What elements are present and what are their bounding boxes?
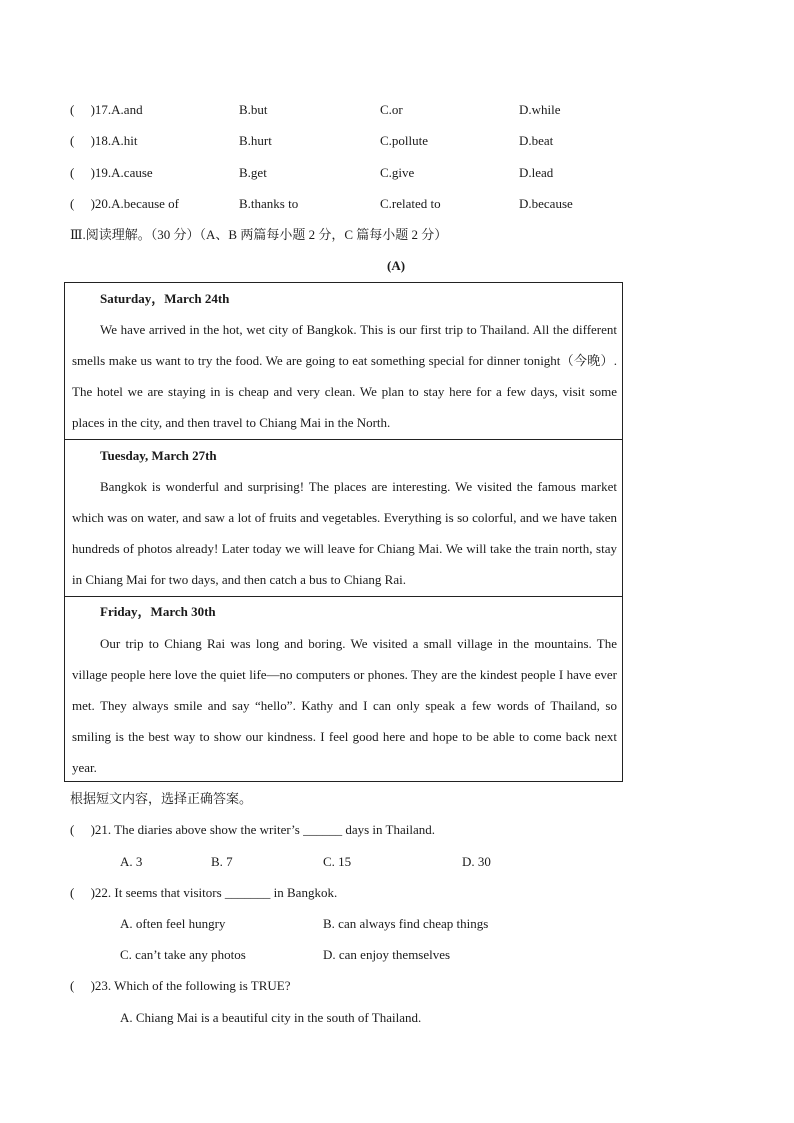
q21-option-a: A. 3 (120, 854, 143, 869)
question-23-stem: ( )23. Which of the following is TRUE? (70, 978, 291, 993)
q22-option-d: D. can enjoy themselves (323, 947, 451, 962)
diary-1-date: Saturday，March 24th (100, 291, 230, 306)
diary-2-date: Tuesday, March 27th (100, 448, 217, 463)
q22-option-a: A. often feel hungry (120, 916, 226, 931)
diary-3-date: Friday，March 30th (100, 604, 216, 619)
q18-option-b: B.hurt (239, 133, 272, 148)
q21-option-b: B. 7 (211, 854, 233, 869)
q17-stem: ( )17.A.and (70, 102, 143, 117)
q19-stem: ( )19.A.cause (70, 165, 153, 180)
q17-option-b: B.but (239, 102, 268, 117)
section-heading: Ⅲ.阅读理解。（30 分）（A、B 两篇每小题 2 分，C 篇每小题 2 分） (70, 227, 448, 242)
instruction: 根据短文内容，选择正确答案。 (70, 791, 253, 806)
question-17 (70, 102, 630, 118)
q18-option-d: D.beat (519, 133, 554, 148)
question-22-stem: ( )22. It seems that visitors _______ in Bangkok. (70, 885, 338, 900)
diary-2-text: Bangkok is wonderful and surprising! The places are interesting. We visited the famous market which was on water, and saw a lot of fruits and vegetables. Everything is so colorful, and we have taken hundreds of photos already! Later today we will leave for Chiang Mai. We will take the train north, stay in Chiang Mai for two days, and then catch a bus to Chiang Rai. (72, 479, 617, 587)
q19-option-c: C.give (380, 165, 415, 180)
q23-option-a: A. Chiang Mai is a beautiful city in the south of Thailand. (120, 1010, 422, 1025)
q17-option-d: D.while (519, 102, 561, 117)
question-20 (70, 196, 630, 212)
q18-stem: ( )18.A.hit (70, 133, 138, 148)
q20-stem: ( )20.A.because of (70, 196, 180, 211)
diary-3-text: Our trip to Chiang Rai was long and boring. We visited a small village in the mountains. The village people here love the quiet life—no computers or phones. They are the kindest people I have ever met. They always smile and say “hello”. Kathy and I can only speak a few words of Thailand, so smiling is the best way to show our kindness. I feel good here and hope to be able to come back next year. (72, 636, 617, 775)
q22-option-c: C. can’t take any photos (120, 947, 246, 962)
q17-option-c: C.or (380, 102, 403, 117)
diary-box (64, 282, 623, 782)
diary-1-text: We have arrived in the hot, wet city of Bangkok. This is our first trip to Thailand. All the different smells make us want to try the food. We are going to eat something special for dinner tonight（今晚）. The hotel we are staying in is cheap and very clean. We plan to stay here for a few days, visit some places in the city, and then travel to Chiang Mai in the North. (72, 322, 617, 430)
q19-option-b: B.get (239, 165, 267, 180)
question-21-stem: ( )21. The diaries above show the writer’s ______ days in Thailand. (70, 822, 436, 837)
diary-divider-2 (65, 596, 622, 597)
q20-option-c: C.related to (380, 196, 441, 211)
q21-option-d: D. 30 (462, 854, 491, 869)
q20-option-d: D.because (519, 196, 573, 211)
diary-divider-1 (65, 439, 622, 440)
q21-option-c: C. 15 (323, 854, 352, 869)
question-18 (70, 133, 630, 149)
question-19 (70, 165, 630, 181)
q20-option-b: B.thanks to (239, 196, 299, 211)
passage-label: (A) (387, 258, 406, 273)
q19-option-d: D.lead (519, 165, 554, 180)
q18-option-c: C.pollute (380, 133, 429, 148)
q22-option-b: B. can always find cheap things (323, 916, 489, 931)
